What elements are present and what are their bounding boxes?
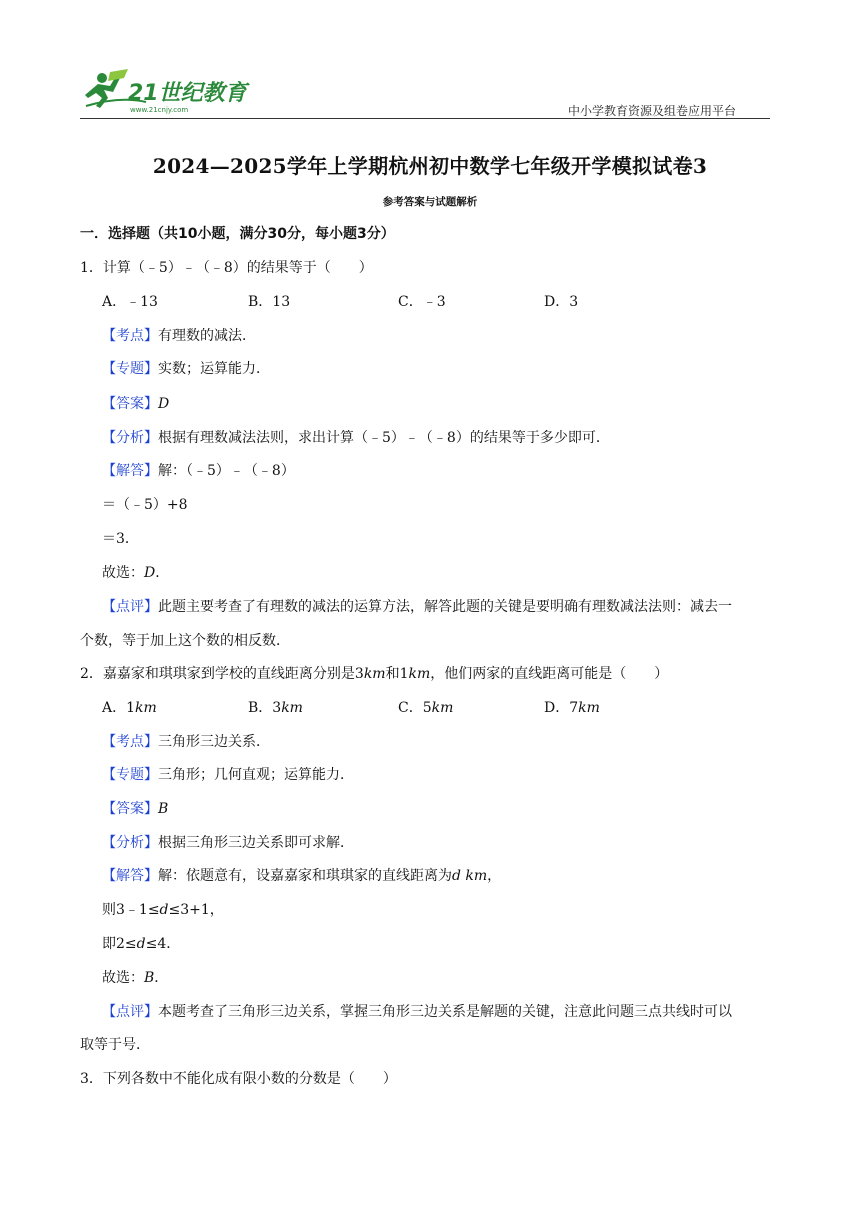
q2-dianping — [102, 1002, 732, 1022]
page-title: 2024—2025学年上学期杭州初中数学七年级开学模拟试卷3 — [152, 154, 708, 178]
q2-stem-part-2: 和1 — [385, 666, 409, 682]
q2-step-2-b: ≤4． — [145, 936, 181, 952]
q1-choice — [102, 563, 169, 583]
q1-zhuanti-text: 实数；运算能力． — [158, 361, 270, 377]
q2-option-d-text: D．7 — [544, 700, 579, 716]
fenxi-label: 【分析】 — [102, 835, 158, 851]
q1-step-1: ＝（﹣5）+8 — [102, 497, 188, 513]
page-subtitle: 参考答案与试题解析 — [382, 196, 478, 208]
q1-kaodian — [102, 326, 256, 346]
page-header — [80, 66, 770, 120]
q2-option-a — [102, 698, 157, 718]
q1-dianping — [102, 597, 732, 617]
q2-jieda-variable: d km — [452, 868, 488, 884]
q2-option-a-unit: km — [135, 700, 157, 716]
q2-jieda-text: 解：依题意有，设嘉嘉家和琪琪家的直线距离为 — [158, 868, 452, 884]
dianping-label: 【点评】 — [102, 599, 158, 615]
q1-step-2: ＝3． — [102, 531, 139, 547]
q2-stem — [80, 664, 668, 684]
q2-option-c-unit: km — [431, 700, 454, 716]
dianping-label: 【点评】 — [102, 1004, 158, 1020]
q2-step-1-var: d — [159, 902, 169, 918]
q2-choice-suffix: ． — [154, 970, 169, 986]
q1-stem: 1．计算（﹣5）﹣（﹣8）的结果等于（ ） — [80, 260, 373, 276]
logo-text: 21世纪教育 — [128, 81, 247, 106]
q2-dianping-text-2: 取等于号． — [80, 1037, 150, 1053]
q1-choice-prefix: 故选： — [102, 565, 144, 581]
q2-fenxi — [102, 833, 354, 853]
header-divider — [80, 118, 770, 119]
jieda-label: 【解答】 — [102, 868, 158, 884]
q2-choice-prefix: 故选： — [102, 970, 144, 986]
q1-answer-value: D — [158, 396, 170, 412]
q1-choice-value: D — [144, 565, 156, 581]
answer-label: 【答案】 — [102, 396, 158, 412]
logo-url: www.21cnjy.com — [130, 106, 189, 114]
q2-stem-part-1: 2．嘉嘉家和琪琪家到学校的直线距离分别是3 — [80, 666, 364, 682]
q2-option-b — [248, 698, 303, 718]
q1-choice-suffix: ． — [155, 565, 170, 581]
q2-step-1-a: 则3﹣1≤ — [102, 902, 160, 918]
jieda-label: 【解答】 — [102, 463, 158, 479]
q2-answer-value: B — [158, 801, 169, 817]
q2-zhuanti-text: 三角形；几何直观；运算能力． — [158, 767, 354, 783]
brand-logo — [80, 66, 280, 116]
q1-fenxi — [102, 428, 610, 448]
q1-kaodian-text: 有理数的减法． — [158, 328, 256, 344]
q2-option-c-text: C．5 — [398, 700, 432, 716]
q2-kaodian — [102, 732, 270, 752]
q1-option-a: A．﹣13 — [102, 294, 158, 310]
q3-stem: 3．下列各数中不能化成有限小数的分数是（ ） — [80, 1071, 397, 1087]
q2-option-b-unit: km — [281, 700, 303, 716]
q2-option-c — [398, 698, 453, 718]
zhuanti-label: 【专题】 — [102, 767, 158, 783]
q2-choice — [102, 968, 168, 988]
zhuanti-label: 【专题】 — [102, 361, 158, 377]
q2-kaodian-text: 三角形三边关系． — [158, 734, 270, 750]
q1-fenxi-text: 根据有理数减法法则，求出计算（﹣5）﹣（﹣8）的结果等于多少即可． — [158, 430, 610, 446]
q2-stem-part-3: ，他们两家的直线距离可能是（ ） — [430, 666, 669, 682]
q1-jieda-text: 解：（﹣5）﹣（﹣8） — [158, 463, 295, 479]
q2-jieda-comma: ， — [487, 868, 502, 884]
q2-jieda — [102, 866, 501, 886]
q2-step-1 — [102, 900, 224, 920]
q1-option-b: B．13 — [248, 294, 291, 310]
q2-zhuanti — [102, 765, 354, 785]
q2-stem-unit-2: km — [408, 666, 431, 682]
q2-answer — [102, 799, 168, 819]
q1-jieda — [102, 461, 295, 481]
q2-option-d-unit: km — [578, 700, 600, 716]
q2-dianping-text-1: 本题考查了三角形三边关系，掌握三角形三边关系是解题的关键，注意此问题三点共线时可以 — [158, 1004, 732, 1020]
q1-dianping-text-2: 个数，等于加上这个数的相反数． — [80, 633, 290, 649]
kaodian-label: 【考点】 — [102, 328, 158, 344]
q2-step-2-var: d — [136, 936, 146, 952]
section-heading: 一．选择题（共10小题，满分30分，每小题3分） — [80, 226, 395, 242]
fenxi-label: 【分析】 — [102, 430, 158, 446]
q2-option-a-text: A．1 — [102, 700, 136, 716]
q1-answer — [102, 394, 169, 414]
q2-stem-unit-1: km — [363, 666, 386, 682]
platform-name: 中小学教育资源及组卷应用平台 — [567, 104, 736, 118]
answer-label: 【答案】 — [102, 801, 158, 817]
kaodian-label: 【考点】 — [102, 734, 158, 750]
q1-option-d: D．3 — [544, 294, 579, 310]
q2-option-d — [544, 698, 600, 718]
q1-dianping-text-1: 此题主要考查了有理数的减法的运算方法，解答此题的关键是要明确有理数减法法则：减去一 — [158, 599, 732, 615]
q2-step-2-a: 即2≤ — [102, 936, 137, 952]
q2-choice-value: B — [144, 970, 155, 986]
q2-step-1-b: ≤3+1， — [168, 902, 224, 918]
q2-fenxi-text: 根据三角形三边关系即可求解． — [158, 835, 354, 851]
q2-option-b-text: B．3 — [248, 700, 282, 716]
q1-zhuanti — [102, 359, 270, 379]
q2-step-2 — [102, 934, 180, 954]
q1-option-c: C．﹣3 — [398, 294, 446, 310]
